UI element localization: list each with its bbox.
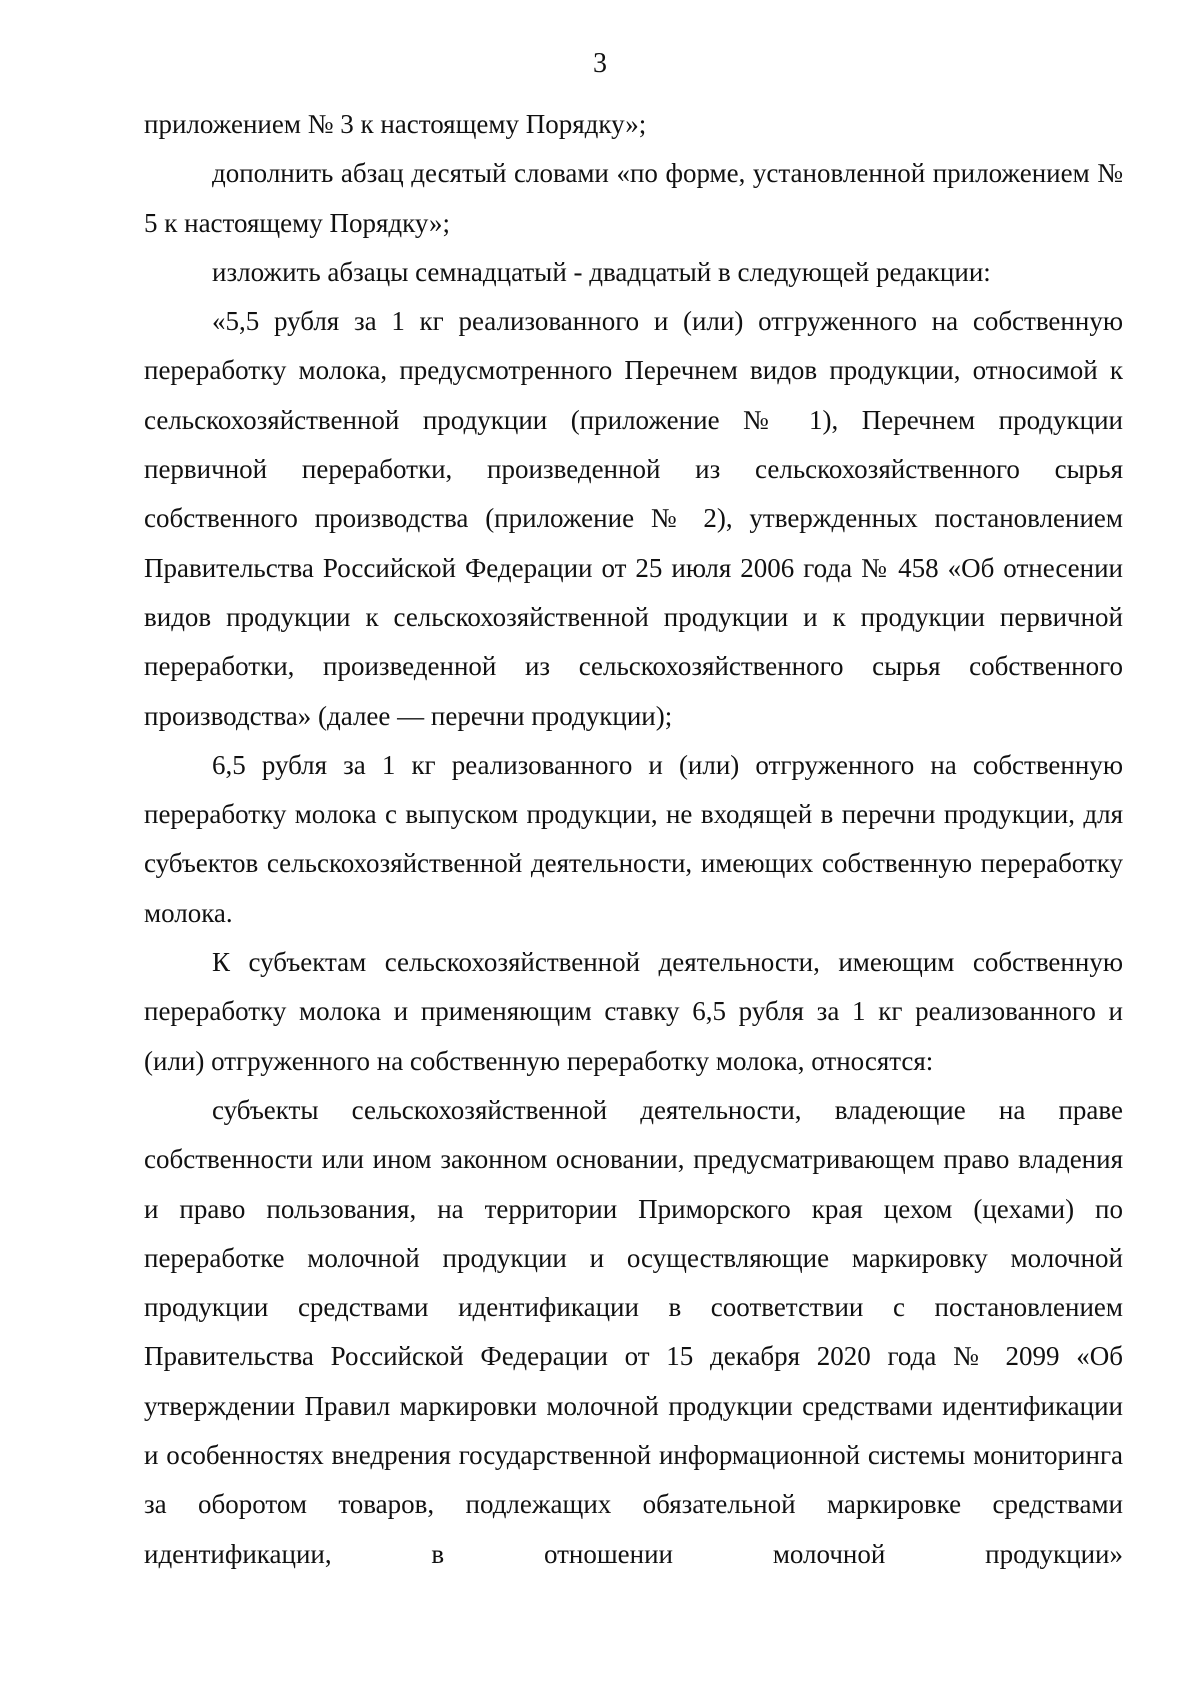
- document-body: [144, 100, 1123, 1579]
- paragraph-continuation: приложением № 3 к настоящему Порядку»;: [144, 109, 647, 139]
- paragraph-rate-6-5: 6,5 рубля за 1 кг реализованного и (или) отгруженного на собственную переработку молока с выпуском продукции, не входящей в перечни продукции, для субъектов сельскохозяйственной деятельности, имеющих собственную переработку молока.: [144, 749, 1123, 928]
- paragraph-subjects-intro: К субъектам сельскохозяйственной деятельности, имеющим собственную переработку молока и применяющим ставку 6,5 рубля за 1 кг реализованного и (или) отгруженного на собственную переработку молока, относятся:: [144, 947, 1123, 1076]
- paragraph-amend-seventeenth: изложить абзацы семнадцатый - двадцатый в следующей редакции:: [212, 256, 991, 287]
- paragraph-subjects-definition: субъекты сельскохозяйственной деятельности, владеющие на праве собственности или ином законном основании, предусматривающем право владения и право пользования, на территории Приморского края цехом (цехами) по переработке молочной продукции и осуществляющие маркировку молочной продукции средствами идентификации в соответствии с постановлением Правительства Российской Федерации от 15 декабря 2020 года № 2099 «Об утверждении Правил маркировки молочной продукции средствами идентификации и особенностях внедрения государственной информационной системы мониторинга за оборотом товаров, подлежащих обязательной маркировке средствами идентификации, в отношении молочной продукции»: [144, 1094, 1123, 1569]
- page-number: 3: [593, 48, 607, 79]
- paragraph-amend-tenth: дополнить абзац десятый словами «по форме, установленной приложением № 5 к настоящему Порядку»;: [144, 158, 1123, 238]
- paragraph-rate-5-5: «5,5 рубля за 1 кг реализованного и (или) отгруженного на собственную переработку молока, предусмотренного Перечнем видов продукции, относимой к сельскохозяйственной продукции (приложение № 1), Перечнем продукции первичной переработки, произведенной из сельскохозяйственного сырья собственного производства (приложение № 2), утвержденных постановлением Правительства Российской Федерации от 25 июля 2006 года № 458 «Об отнесении видов продукции к сельскохозяйственной продукции и к продукции первичной переработки, произведенной из сельскохозяйственного сырья собственного производства» (далее — перечни продукции);: [144, 306, 1123, 731]
